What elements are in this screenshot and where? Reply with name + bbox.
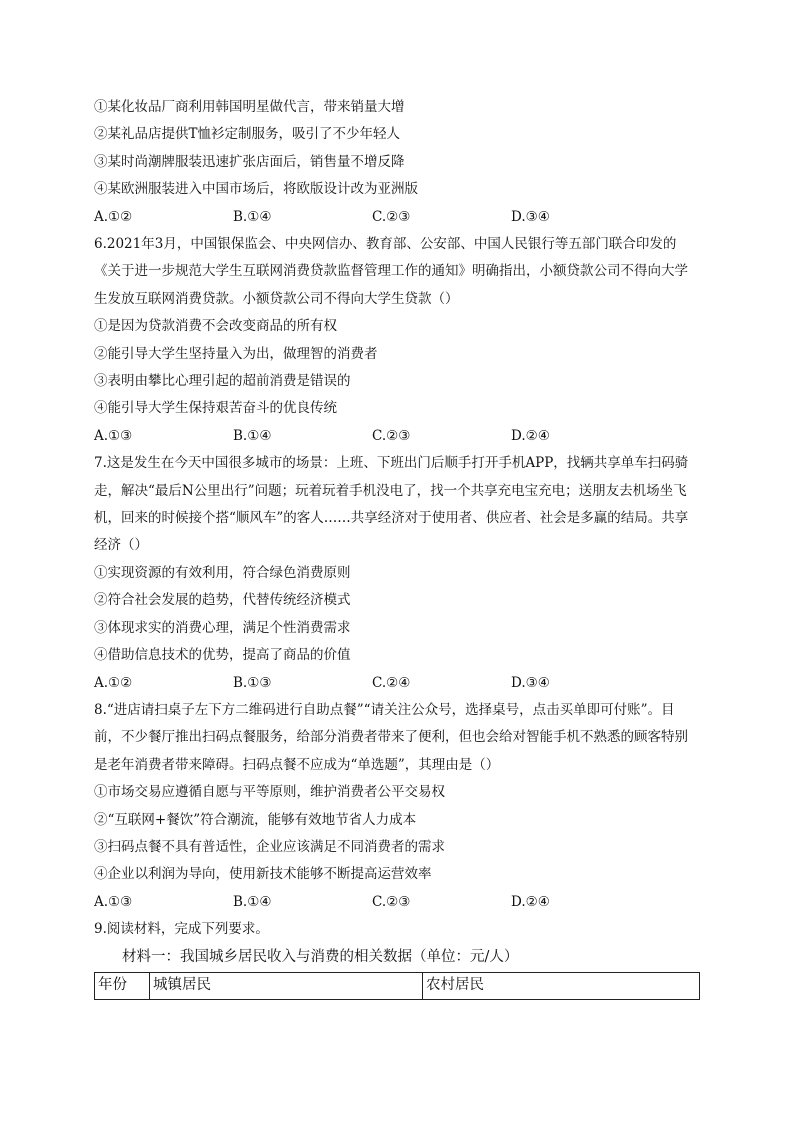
q6-item-3: ③表明由攀比心理引起的超前消费是错误的 <box>94 373 351 390</box>
q5-option-d: D.③④ <box>511 208 550 225</box>
q5-item-2: ②某礼品店提供T恤衫定制服务，吸引了不少年轻人 <box>94 126 401 143</box>
q6-option-d: D.②④ <box>511 427 550 444</box>
q7-item-3: ③体现求实的消费心理，满足个性消费需求 <box>94 619 351 636</box>
q8-stem: 8.“进店请扫桌子左下方二维码进行自助点餐”“请关注公众号，选择桌号，点击买单即可付账”。目前，不少餐厅推出扫码点餐服务，给部分消费者带来了便利，但也会给对智能手机不熟悉的顾客特别是老年消费者带来障碍。扫码点餐不应成为“单选题”，其理由是（） <box>94 701 688 773</box>
q6-option-c: C.②③ <box>372 427 411 444</box>
table-header-row <box>95 972 700 999</box>
q8-option-c: C.②③ <box>372 893 411 910</box>
q6-stem: 6.2021年3月，中国银保监会、中央网信办、教育部、公安部、中国人民银行等五部门联合印发的《关于进一步规范大学生互联网消费贷款监督管理工作的通知》明确指出，小额贷款公司不得向大学生发放互联网消费贷款。小额贷款公司不得向大学生贷款（） <box>94 236 688 307</box>
q8-option-d: D.②④ <box>511 893 550 910</box>
q7-options <box>94 670 700 697</box>
table-header-year: 年份 <box>95 972 150 999</box>
q5-option-b: B.①④ <box>233 208 272 225</box>
q6-option-a: A.①③ <box>94 427 133 444</box>
q6-item-4: ④能引导大学生保持艰苦奋斗的优良传统 <box>94 400 337 417</box>
q7-stem: 7.这是发生在今天中国很多城市的场景：上班、下班出门后顺手打开手机APP，找辆共享单车扫码骑走，解决“最后N公里出行”问题；玩着玩着手机没电了，找一个共享充电宝充电；送朋友去机场坐飞机，回来的时候接个搭“顺风车”的客人……共享经济对于使用者、供应者、社会是多赢的结局。共享经济（） <box>94 455 689 554</box>
q9-stem: 9.阅读材料，完成下列要求。 <box>94 921 269 938</box>
q6-option-b: B.①④ <box>233 427 272 444</box>
q6-item-1: ①是因为贷款消费不会改变商品的所有权 <box>94 318 337 335</box>
q6-item-2: ②能引导大学生坚持量入为出，做理智的消费者 <box>94 345 378 362</box>
q8-item-4: ④企业以利润为导向，使用新技术能够不断提高运营效率 <box>94 866 432 883</box>
q7-option-a: A.①② <box>94 674 133 691</box>
q8-options <box>94 889 700 916</box>
data-table <box>94 972 700 1000</box>
q8-item-1: ①市场交易应遵循自愿与平等原则，维护消费者公平交易权 <box>94 784 445 801</box>
q8-option-b: B.①④ <box>233 893 272 910</box>
material-title: 材料一：我国城乡居民收入与消费的相关数据（单位：元/人） <box>122 948 519 965</box>
q5-item-4: ④某欧洲服装进入中国市场后，将欧版设计改为亚洲版 <box>94 181 418 198</box>
q6-options <box>94 423 700 450</box>
exam-page <box>94 94 700 1000</box>
q8-item-3: ③扫码点餐不具有普适性，企业应该满足不同消费者的需求 <box>94 838 445 855</box>
q7-option-d: D.③④ <box>511 674 550 691</box>
q5-item-3: ③某时尚潮牌服装迅速扩张店面后，销售量不增反降 <box>94 153 405 170</box>
table-header-urban: 城镇居民 <box>150 972 423 999</box>
q5-option-a: A.①② <box>94 208 133 225</box>
q5-option-c: C.②③ <box>372 208 411 225</box>
q8-option-a: A.①③ <box>94 893 133 910</box>
q5-item-1: ①某化妆品厂商利用韩国明星做代言，带来销量大增 <box>94 99 405 115</box>
q7-item-4: ④借助信息技术的优势，提高了商品的价值 <box>94 647 351 664</box>
q7-item-2: ②符合社会发展的趋势，代替传统经济模式 <box>94 592 351 609</box>
q7-option-b: B.①③ <box>233 674 272 691</box>
q8-item-2: ②“互联网+餐饮”符合潮流，能够有效地节省人力成本 <box>94 811 417 828</box>
q5-options <box>94 204 700 231</box>
q7-option-c: C.②④ <box>372 674 411 691</box>
table-header-rural: 农村居民 <box>423 972 700 999</box>
q7-item-1: ①实现资源的有效利用，符合绿色消费原则 <box>94 564 351 581</box>
